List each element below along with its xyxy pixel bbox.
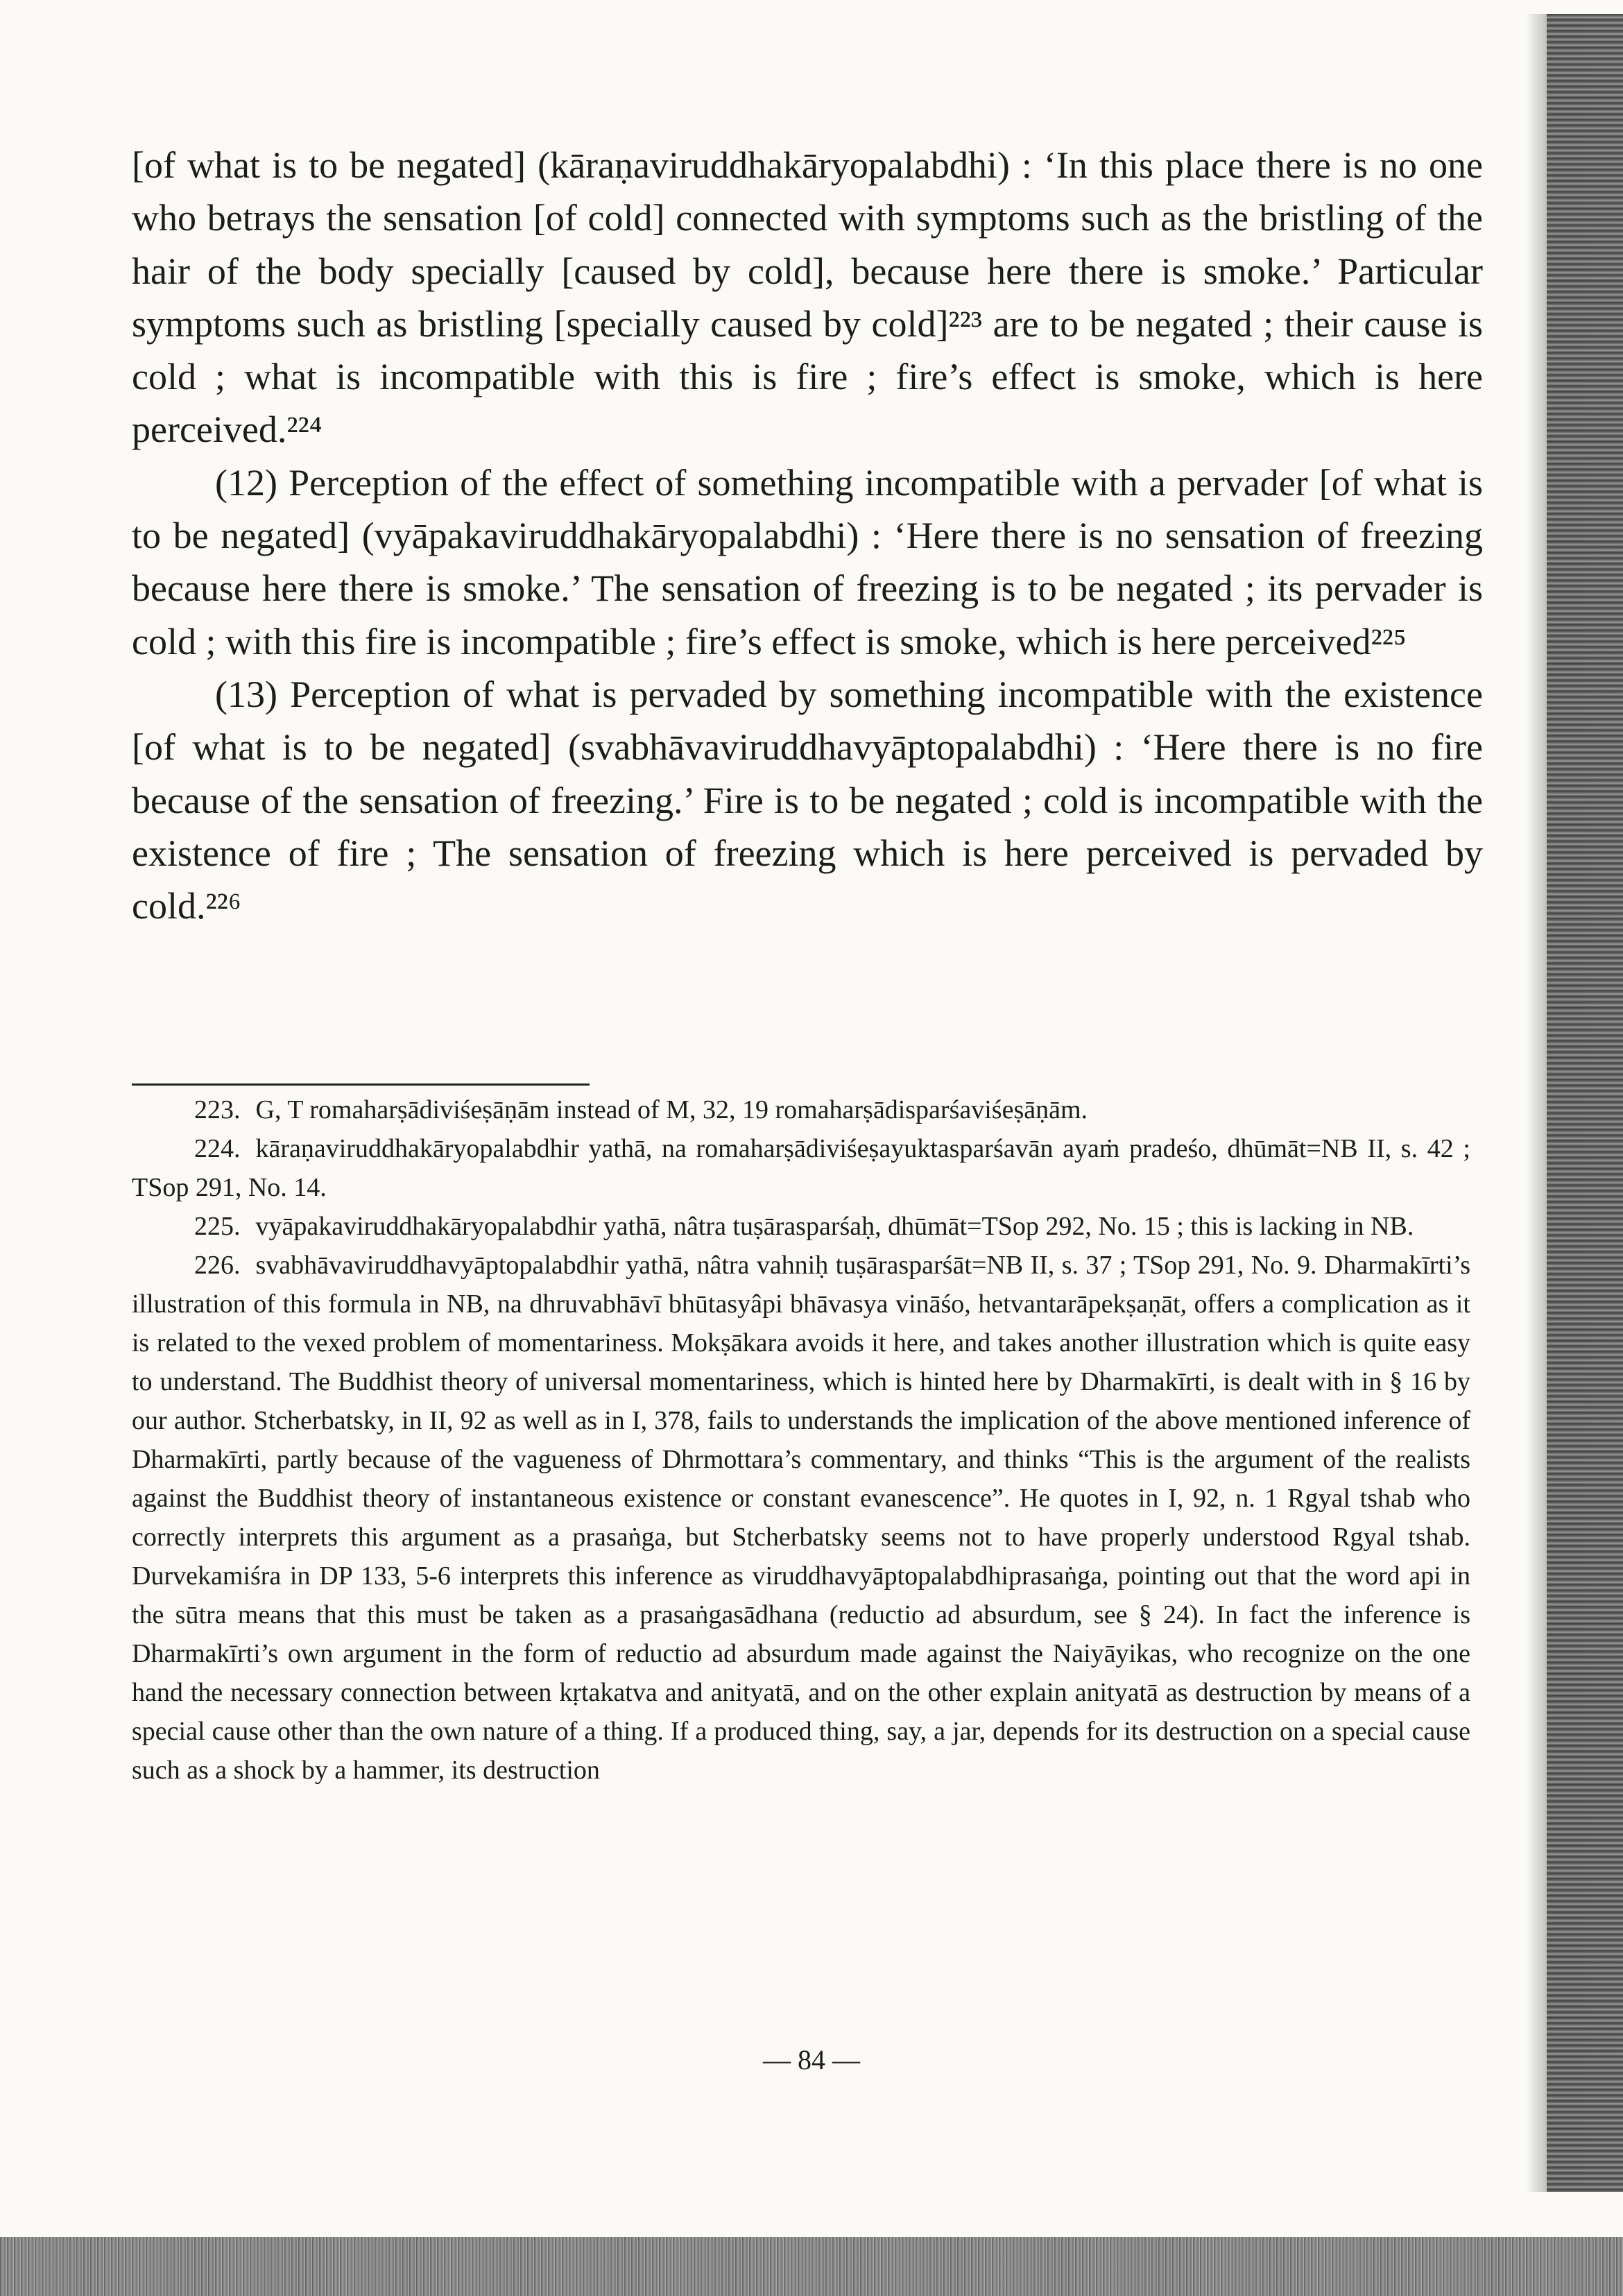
footnote-divider — [132, 1083, 590, 1086]
footnote-225 — [132, 1207, 1470, 1246]
paragraph-1: [of what is to be negated] (kāraṇaviruddhakāryopalabdhi) : ‘In this place there is no one who betrays the sensation [of cold] connected with symptoms such as the bristling of the hair of the body specially [caused by cold], because here there is smoke.’ Particular symptoms such as bristling [specially caused by cold]²²³ are to be negated ; their cause is cold ; what is incompatible with this is fire ; fire’s effect is smoke, which is here perceived.²²⁴ — [132, 144, 1483, 451]
paragraph-3: (13) Perception of what is pervaded by something incompatible with the existence [of what is to be negated] (svabhāvaviruddhavyāptopalabdhi) : ‘Here there is no fire because of the sensation of freezing.’ Fire is to be negated ; cold is incompatible with the existence of fire ; The sensation of freezing which is here perceived is pervaded by cold.²²⁶ — [132, 673, 1483, 927]
scan-binding-edge — [1547, 14, 1623, 2192]
footnote-number: 226. — [194, 1251, 241, 1280]
footnote-text: vyāpakaviruddhakāryopalabdhir yathā, nâtra tuṣārasparśaḥ, dhūmāt=TSop 292, No. 15 ; this is lacking in NB. — [255, 1212, 1414, 1241]
footnote-number: 224. — [194, 1134, 241, 1163]
footnote-223 — [132, 1090, 1470, 1129]
paragraph-2: (12) Perception of the effect of something incompatible with a pervader [of what is to be negated] (vyāpakaviruddhakāryopalabdhi) : ‘Here there is no sensation of freezing because here there is smoke.’ The sensation of freezing is to be negated ; its pervader is cold ; with this fire is incompatible ; fire’s effect is smoke, which is here perceived²²⁵ — [132, 461, 1483, 662]
footnotes — [132, 1090, 1470, 1790]
footnote-text: svabhāvaviruddhavyāptopalabdhir yathā, nâtra vahniḥ tuṣārasparśāt=NB II, s. 37 ; TSop 291, No. 9. Dharmakīrti’s illustration of this formula in NB, na dhruvabhāvī bhūtasyâpi bhāvasya vināśo, hetvantarāpekṣaṇāt, offers a complication as it is related to the vexed problem of momentariness. Mokṣākara avoids it here, and takes another illustration which is quite easy to understand. The Buddhist theory of universal momentariness, which is hinted here by Dharmakīrti, is dealt with in § 16 by our author. Stcherbatsky, in II, 92 as well as in I, 378, fails to understands the implication of the above mentioned inference of Dharmakīrti, partly because of the vagueness of Dhrmottara’s commentary, and thinks “This is the argument of the realists against the Buddhist theory of instantaneous existence or constant evanescence”. He quotes in I, 92, n. 1 Rgyal tshab who correctly interprets this argument as a prasaṅga, but Stcherbatsky seems not to have properly understood Rgyal tshab. Durvekamiśra in DP 133, 5-6 interprets this inference as viruddhavyāptopalabdhiprasaṅga, pointing out that the word api in the sūtra means that this must be taken as a prasaṅgasādhana (reductio ad absurdum, see § 24). In fact the inference is Dharmakīrti’s own argument in the form of reductio ad absurdum made against the Naiyāyikas, who recognize on the one hand the necessary connection between kṛtakatva and anityatā, and on the other explain anityatā as destruction by means of a special cause other than the own nature of a thing. If a produced thing, say, a jar, depends for its destruction on a special cause such as a shock by a hammer, its destruction — [132, 1251, 1470, 1785]
page-number: — 84 — — [763, 2044, 860, 2075]
footnote-text: G, T romaharṣādiviśeṣāṇām instead of M, 32, 19 romaharṣādisparśaviśeṣāṇām. — [255, 1095, 1088, 1124]
footnote-number: 225. — [194, 1212, 241, 1241]
footnote-number: 223. — [194, 1095, 241, 1124]
footnote-224 — [132, 1129, 1470, 1207]
scan-bottom-edge — [0, 2237, 1623, 2296]
main-text — [132, 139, 1483, 932]
footnote-226 — [132, 1246, 1470, 1790]
footnote-text: kāraṇaviruddhakāryopalabdhir yathā, na romaharṣādiviśeṣayuktasparśavān ayaṁ pradeśo, dhūmāt=NB II, s. 42 ; TSop 291, No. 14. — [132, 1134, 1470, 1202]
